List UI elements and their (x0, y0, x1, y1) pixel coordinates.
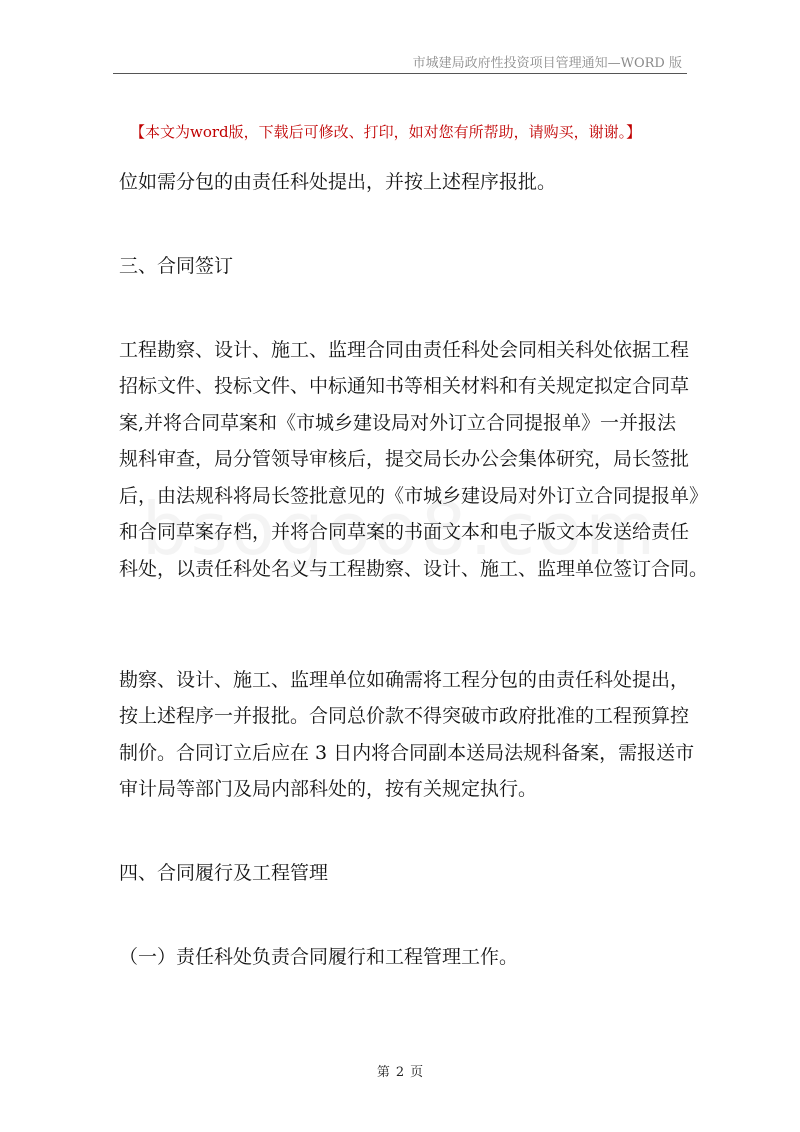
purchase-notice: 【本文为word版，下载后可修改、打印，如对您有所帮助，请购买，谢谢。】 (130, 123, 642, 141)
paragraph-line: 后，由法规科将局长签批意见的《市城乡建设局对外订立合同提报单》 (119, 485, 709, 507)
paragraph-line: 工程勘察、设计、施工、监理合同由责任科处会同相关科处依据工程 (119, 339, 690, 361)
paragraph-line: 制价。合同订立后应在 3 日内将合同副本送局法规科备案，需报送市 (119, 742, 695, 764)
paragraph-line: 审计局等部门及局内部科处的，按有关规定执行。 (119, 778, 538, 800)
paragraph-line: 案,并将合同草案和《市城乡建设局对外订立合同提报单》一并报法 (119, 412, 677, 434)
section-heading-contract-performance: 四、合同履行及工程管理 (119, 862, 329, 884)
subsection-heading-1: （一）责任科处负责合同履行和工程管理工作。 (119, 946, 519, 968)
paragraph-line: 勘察、设计、施工、监理单位如确需将工程分包的由责任科处提出， (119, 669, 690, 691)
section-heading-contract-signing: 三、合同签订 (119, 255, 234, 277)
paragraph-line: 规科审查，局分管领导审核后，提交局长办公会集体研究，局长签批 (119, 448, 690, 470)
page-footer (0, 1061, 800, 1080)
paragraph-line: 科处，以责任科处名义与工程勘察、设计、施工、监理单位签订合同。 (119, 558, 709, 580)
header-divider (113, 73, 687, 74)
page-suffix: 页 (410, 1065, 424, 1080)
page-number: 2 (395, 1065, 405, 1080)
paragraph-line: 和合同草案存档，并将合同草案的书面文本和电子版文本发送给责任 (119, 521, 690, 543)
paragraph-line: 按上述程序一并报批。合同总价款不得突破市政府批准的工程预算控 (119, 705, 690, 727)
running-header-title: 市城建局政府性投资项目管理通知—WORD 版 (412, 56, 682, 71)
continuation-line: 位如需分包的由责任科处提出，并按上述程序报批。 (119, 171, 557, 193)
page-prefix: 第 (376, 1065, 390, 1080)
paragraph-line: 招标文件、投标文件、中标通知书等相关材料和有关规定拟定合同草 (119, 375, 690, 397)
